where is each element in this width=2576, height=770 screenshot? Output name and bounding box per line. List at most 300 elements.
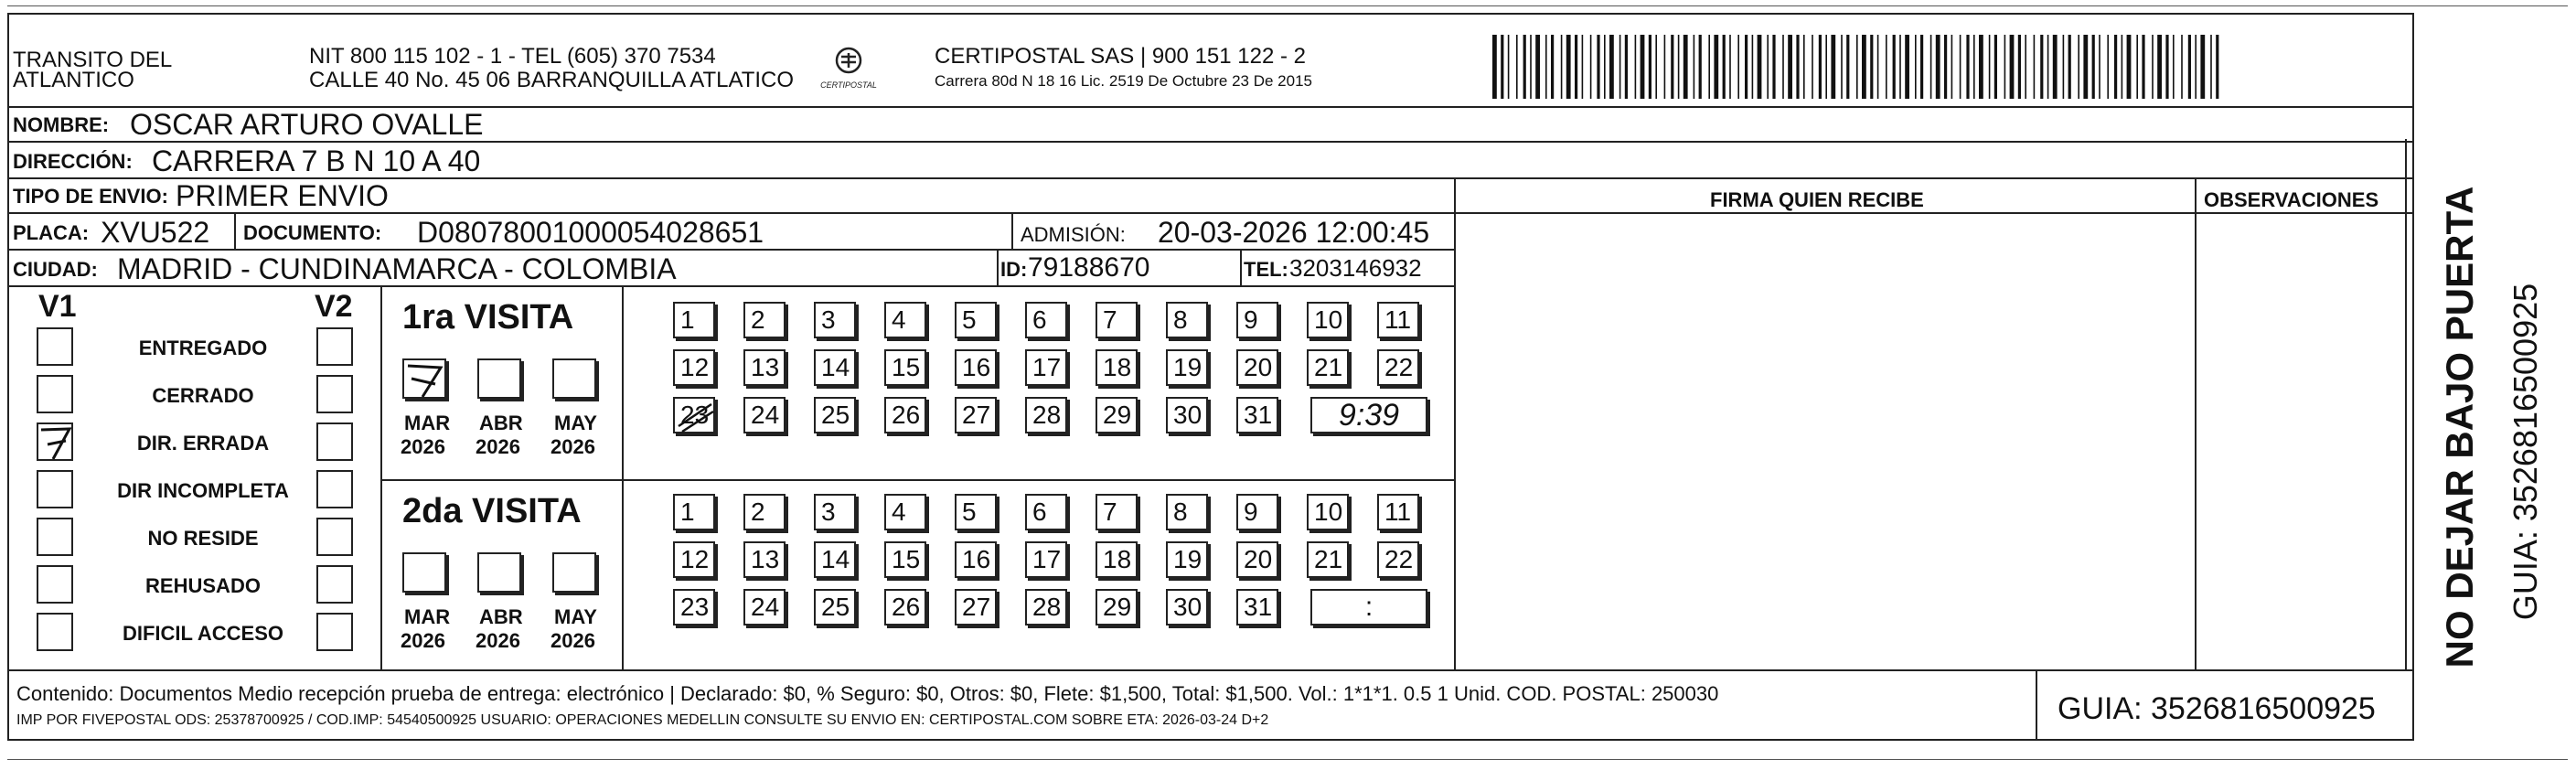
barcode-bar (1767, 35, 1769, 99)
day-box[interactable] (1166, 349, 1208, 386)
day-number: 12 (680, 545, 710, 573)
status-item-label: DIR INCOMPLETA (117, 479, 289, 502)
barcode-bar (2092, 35, 2095, 99)
row-line-ciudad (7, 285, 1454, 287)
day-box[interactable] (1236, 589, 1278, 626)
day-box[interactable] (1096, 541, 1138, 578)
nit-line-2: CALLE 40 No. 45 06 BARRANQUILLA ATLATICO (309, 68, 795, 92)
day-box[interactable] (1025, 302, 1067, 338)
day-number: 3 (821, 305, 836, 334)
day-number: 24 (751, 593, 780, 621)
day-box[interactable] (1166, 302, 1208, 338)
day-number: 29 (1103, 401, 1132, 429)
barcode-bar (1501, 35, 1503, 99)
v1-checkbox[interactable] (37, 565, 73, 604)
v2-checkbox[interactable] (316, 470, 353, 508)
ciudad-label: CIUDAD: (13, 258, 98, 281)
v1-checkbox[interactable] (37, 470, 73, 508)
day-number: 25 (821, 593, 850, 621)
day-box[interactable] (1096, 397, 1138, 433)
day-box[interactable] (1377, 541, 1419, 578)
day-number: 10 (1314, 305, 1343, 334)
barcode-bar (1566, 35, 1571, 99)
day-box[interactable] (1307, 494, 1349, 530)
day-number: 6 (1032, 497, 1047, 526)
day-box[interactable] (743, 494, 786, 530)
day-box[interactable] (884, 589, 926, 626)
tel-label: TEL: (1244, 258, 1288, 281)
day-box[interactable] (955, 397, 997, 433)
day-box[interactable] (1025, 494, 1067, 530)
barcode-bar (1973, 35, 1975, 99)
barcode-bar (2122, 35, 2123, 99)
barcode-bar (1812, 35, 1813, 99)
barcode-bar (1561, 35, 1563, 99)
status-item-label: DIR. ERRADA (136, 432, 270, 455)
day-number: 24 (751, 401, 780, 429)
day-number: 10 (1314, 497, 1343, 526)
day-number: 27 (962, 593, 991, 621)
second-visit-time-field[interactable]: : (1310, 589, 1427, 626)
day-box[interactable] (1025, 589, 1067, 626)
barcode-bar (1625, 35, 1628, 99)
month-checkbox[interactable] (552, 358, 596, 399)
day-box[interactable] (1166, 541, 1208, 578)
day-number: 18 (1103, 353, 1132, 381)
day-number: 15 (892, 545, 921, 573)
side-guia: GUIA: 3526816500925 (2507, 283, 2544, 621)
barcode-bar (1994, 35, 1997, 99)
day-box[interactable] (1166, 494, 1208, 530)
barcode-bar (2152, 35, 2154, 99)
barcode-bar (1877, 35, 1879, 99)
day-box[interactable] (1025, 541, 1067, 578)
v2-checkbox[interactable] (316, 422, 353, 461)
barcode-bar (1575, 35, 1577, 99)
barcode-bar (1752, 35, 1754, 99)
scan-line-top (7, 5, 2568, 6)
day-box[interactable] (1377, 494, 1419, 530)
day-box[interactable] (1236, 494, 1278, 530)
barcode-bar (1819, 35, 1822, 99)
month-label: ABR (479, 412, 523, 434)
barcode-bar (2157, 35, 2162, 99)
barcode-bar (2200, 35, 2205, 99)
barcode-bar (1862, 35, 1866, 99)
day-number: 14 (821, 545, 850, 573)
barcode-bar (1966, 35, 1969, 99)
day-number: 19 (1173, 353, 1202, 381)
barcode-bar (1545, 35, 1547, 99)
barcode-bar (1936, 35, 1940, 99)
day-box[interactable] (814, 494, 856, 530)
day-number: 23 (680, 593, 710, 621)
barcode-bar (1758, 35, 1762, 99)
day-number: 7 (1103, 497, 1117, 526)
id-divider (997, 249, 999, 285)
barcode-bar (1782, 35, 1784, 99)
barcode-bar (2099, 35, 2100, 99)
day-number: 30 (1173, 593, 1202, 621)
barcode-bar (1590, 35, 1592, 99)
barcode-bar (1944, 35, 1947, 99)
barcode-bar (1508, 35, 1510, 99)
day-box[interactable] (1236, 302, 1278, 338)
barcode-bar (1678, 35, 1680, 99)
barcode-bar (1699, 35, 1702, 99)
status-item-label: NO RESIDE (147, 527, 259, 550)
day-number: 3 (821, 497, 836, 526)
day-box[interactable] (1307, 541, 1349, 578)
barcode-bar (2025, 35, 2026, 99)
footer-guia: GUIA: 3526816500925 (2058, 691, 2376, 726)
direccion-value: CARRERA 7 B N 10 A 40 (152, 144, 481, 177)
barcode-bar (1745, 35, 1748, 99)
tel-divider (1240, 249, 1242, 285)
barcode-bar (2107, 35, 2109, 99)
barcode-bar (2078, 35, 2079, 99)
day-box[interactable] (743, 589, 786, 626)
day-number: 4 (892, 497, 906, 526)
visit-divider (380, 479, 1454, 481)
handwritten-check-icon (38, 424, 75, 463)
barcode-bar (1694, 35, 1695, 99)
month-year-label: 2026 (401, 435, 445, 458)
nombre-label: NOMBRE: (13, 113, 110, 136)
day-number: 4 (892, 305, 906, 334)
admision-label: ADMISIÓN: (1021, 223, 1126, 246)
firma-label: FIRMA QUIEN RECIBE (1710, 188, 1924, 211)
barcode-bar (2053, 35, 2058, 99)
barcode-bar (1619, 35, 1621, 99)
day-number: 13 (751, 353, 780, 381)
status-right-border (380, 285, 382, 669)
barcode-bar (2136, 35, 2138, 99)
day-number: 8 (1173, 497, 1188, 526)
day-number: 9 (1244, 305, 1258, 334)
day-number: 31 (1244, 593, 1273, 621)
barcode-bar (1893, 35, 1896, 99)
day-number: 18 (1103, 545, 1132, 573)
day-box[interactable] (1166, 589, 1208, 626)
day-number: 8 (1173, 305, 1188, 334)
id-value: 79188670 (1028, 252, 1150, 283)
day-box[interactable] (743, 302, 786, 338)
month-label: MAY (554, 412, 597, 434)
day-box[interactable] (1096, 589, 1138, 626)
v2-checkbox[interactable] (316, 565, 353, 604)
barcode-bar (1905, 35, 1909, 99)
month-checkbox[interactable] (552, 552, 596, 593)
row-line-placa (7, 249, 1454, 251)
company-line-2: Carrera 80d N 18 16 Lic. 2519 De Octubre 23 De 2015 (935, 72, 1312, 90)
barcode-bar (2018, 35, 2021, 99)
nombre-value: OSCAR ARTURO OVALLE (130, 108, 484, 141)
day-number: 11 (1384, 497, 1412, 526)
day-number: 17 (1032, 545, 1062, 573)
day-number: 19 (1173, 545, 1202, 573)
barcode-bar (1655, 35, 1657, 99)
barcode-bar (1551, 35, 1554, 99)
barcode-bar (1886, 35, 1887, 99)
day-number: 28 (1032, 593, 1062, 621)
side-text-block (2423, 110, 2570, 750)
nit-line-1: NIT 800 115 102 - 1 - TEL (605) 370 7534 (309, 44, 716, 69)
firma-left-border (1454, 177, 1456, 669)
day-box[interactable] (814, 589, 856, 626)
day-box[interactable] (673, 397, 715, 433)
day-box[interactable] (673, 349, 715, 386)
observaciones-label: OBSERVACIONES (2204, 188, 2379, 211)
day-number: 25 (821, 401, 850, 429)
day-box[interactable] (1025, 349, 1067, 386)
day-box[interactable] (1236, 541, 1278, 578)
barcode-bar (1989, 35, 1991, 99)
day-box[interactable] (814, 541, 856, 578)
barcode-bar (2188, 35, 2191, 99)
footer-divider (7, 669, 2414, 671)
barcode-bar (1951, 35, 1953, 99)
day-number: 16 (962, 353, 991, 381)
month-year-label: 2026 (476, 435, 520, 458)
barcode-bar (1831, 35, 1835, 99)
day-number: 30 (1173, 401, 1202, 429)
day-number: 14 (821, 353, 850, 381)
observaciones-left-border (2195, 177, 2197, 669)
barcode-bar (1492, 35, 1497, 99)
day-number: 9 (1244, 497, 1258, 526)
barcode-bar (1723, 35, 1726, 99)
months-right-border (622, 285, 624, 669)
barcode-bar (1846, 35, 1849, 99)
tipo-value: PRIMER ENVIO (176, 179, 389, 212)
day-number: 31 (1244, 401, 1273, 429)
day-number: 26 (892, 401, 921, 429)
month-year-label: 2026 (401, 629, 445, 652)
day-box[interactable] (884, 397, 926, 433)
month-checkbox[interactable] (477, 552, 521, 593)
first-visit-title: 1ra VISITA (402, 298, 574, 337)
day-box[interactable] (1236, 397, 1278, 433)
placa-divider (234, 212, 236, 249)
day-number: 1 (680, 497, 695, 526)
barcode-bar (1788, 35, 1792, 99)
barcode (1492, 35, 2224, 99)
barcode-bar (1772, 35, 1775, 99)
day-box[interactable] (1166, 397, 1208, 433)
barcode-bar (2114, 35, 2117, 99)
month-year-label: 2026 (550, 435, 595, 458)
day-number: 23 (680, 401, 710, 429)
day-number: 2 (751, 305, 765, 334)
barcode-bar (1649, 35, 1651, 99)
barcode-bar (1671, 35, 1673, 99)
day-box[interactable] (743, 397, 786, 433)
status-item-label: ENTREGADO (138, 337, 268, 359)
day-box[interactable] (1307, 349, 1349, 386)
day-box[interactable] (1377, 349, 1419, 386)
day-box[interactable] (884, 302, 926, 338)
barcode-bar (2083, 35, 2088, 99)
sender-line-2: ATLANTICO (13, 68, 134, 92)
month-checkbox[interactable] (402, 552, 446, 593)
day-box[interactable] (1096, 302, 1138, 338)
day-box[interactable] (673, 494, 715, 530)
month-year-label: 2026 (476, 629, 520, 652)
barcode-bar (1683, 35, 1688, 99)
firma-header-line (1454, 212, 2407, 214)
barcode-bar (2068, 35, 2071, 99)
v1-checkbox[interactable] (37, 327, 73, 366)
v2-checkbox[interactable] (316, 518, 353, 556)
barcode-bar (2040, 35, 2043, 99)
day-number: 20 (1244, 353, 1273, 381)
barcode-bar (1729, 35, 1731, 99)
day-number: 15 (892, 353, 921, 381)
direccion-label: DIRECCIÓN: (13, 150, 133, 173)
barcode-bar (1714, 35, 1718, 99)
status-item-label: CERRADO (152, 384, 254, 407)
footer-line-1: Contenido: Documentos Medio recepción prueba de entrega: electrónico | Declarado: $0, % Seguro: $0, Otros: $0, Flete: $1,500, Total: $1,500. Vol.: 1*1*1. 0.5 1 Unid. COD. POSTAL: 250030 (16, 682, 1719, 705)
barcode-bar (1737, 35, 1739, 99)
v1-checkbox[interactable] (37, 613, 73, 651)
day-box[interactable] (955, 349, 997, 386)
day-box[interactable] (884, 494, 926, 530)
status-item-label: REHUSADO (145, 574, 261, 597)
barcode-bar (2173, 35, 2175, 99)
month-label: ABR (479, 605, 523, 628)
barcode-bar (2127, 35, 2132, 99)
barcode-bar (2004, 35, 2006, 99)
svg-text:CERTIPOSTAL: CERTIPOSTAL (820, 80, 877, 90)
day-box[interactable] (955, 302, 997, 338)
v2-checkbox[interactable] (316, 375, 353, 413)
v1-checkbox[interactable] (37, 518, 73, 556)
sender-line-1: TRANSITO DEL (13, 48, 173, 72)
barcode-bar (2165, 35, 2168, 99)
placa-label: PLACA: (13, 221, 90, 244)
day-number: 12 (680, 353, 710, 381)
barcode-bar (2210, 35, 2212, 99)
barcode-bar (1516, 35, 1518, 99)
barcode-bar (2063, 35, 2065, 99)
day-number: 5 (962, 497, 977, 526)
day-box[interactable] (1096, 349, 1138, 386)
barcode-bar (1825, 35, 1827, 99)
barcode-bar (1523, 35, 1526, 99)
day-number: 21 (1314, 545, 1343, 573)
barcode-bar (2010, 35, 2015, 99)
first-visit-time-field[interactable]: 9:39 (1310, 397, 1427, 433)
day-box[interactable] (955, 541, 997, 578)
footer-guia-divider (2036, 669, 2037, 741)
day-number: 21 (1314, 353, 1343, 381)
month-year-label: 2026 (550, 629, 595, 652)
barcode-bar (1899, 35, 1901, 99)
day-box[interactable] (955, 494, 997, 530)
day-box[interactable] (673, 302, 715, 338)
barcode-bar (1915, 35, 1917, 99)
month-checkbox[interactable] (477, 358, 521, 399)
day-number: 22 (1384, 545, 1414, 573)
day-box[interactable] (743, 541, 786, 578)
handwritten-mark-icon (675, 399, 717, 435)
documento-value: D08078001000054028651 (417, 216, 764, 249)
day-number: 28 (1032, 401, 1062, 429)
company-line-1: CERTIPOSTAL SAS | 900 151 122 - 2 (935, 44, 1306, 69)
day-number: 27 (962, 401, 991, 429)
handwritten-check-icon (404, 360, 448, 401)
barcode-bar (1841, 35, 1843, 99)
tel-value: 3203146932 (1289, 254, 1422, 282)
barcode-bar (1597, 35, 1599, 99)
barcode-bar (2216, 35, 2218, 99)
day-number: 26 (892, 593, 921, 621)
id-label: ID: (1000, 258, 1028, 281)
v1-checkbox[interactable] (37, 422, 73, 461)
month-label: MAR (404, 605, 451, 628)
day-box[interactable] (884, 541, 926, 578)
day-number: 13 (751, 545, 780, 573)
certipostal-logo (812, 42, 885, 97)
barcode-bar (1856, 35, 1858, 99)
side-warning: NO DEJAR BAJO PUERTA (2438, 186, 2481, 668)
day-box[interactable] (884, 349, 926, 386)
day-box[interactable] (673, 541, 715, 578)
barcode-bar (1582, 35, 1584, 99)
v2-label: V2 (315, 289, 353, 324)
ciudad-value: MADRID - CUNDINAMARCA - COLOMBIA (117, 252, 677, 285)
day-box[interactable] (814, 397, 856, 433)
day-box[interactable] (814, 302, 856, 338)
day-box[interactable] (1236, 349, 1278, 386)
month-label: MAR (404, 412, 451, 434)
barcode-bar (1796, 35, 1799, 99)
month-checkbox[interactable] (402, 358, 446, 399)
barcode-bar (1870, 35, 1873, 99)
day-number: 11 (1384, 305, 1412, 334)
day-box[interactable] (1307, 302, 1349, 338)
day-box[interactable] (1377, 302, 1419, 338)
barcode-bar (1535, 35, 1540, 99)
day-number: 6 (1032, 305, 1047, 334)
v1-checkbox[interactable] (37, 375, 73, 413)
admision-divider (1011, 212, 1013, 249)
day-box[interactable] (673, 589, 715, 626)
barcode-bar (1920, 35, 1923, 99)
day-box[interactable] (814, 349, 856, 386)
status-item-label: DIFICIL ACCESO (122, 622, 283, 645)
day-box[interactable] (743, 349, 786, 386)
v2-checkbox[interactable] (316, 327, 353, 366)
v1-label: V1 (38, 289, 77, 324)
documento-label: DOCUMENTO: (243, 221, 382, 244)
month-label: MAY (554, 605, 597, 628)
scan-line-bottom (7, 759, 2568, 760)
day-box[interactable] (955, 589, 997, 626)
day-number: 17 (1032, 353, 1062, 381)
row-line-nombre (7, 141, 2414, 143)
footer-line-2: IMP POR FIVEPOSTAL ODS: 25378700925 / COD.IMP: 54540500925 USUARIO: OPERACIONES MEDELLIN CONSULTE SU ENVIO EN: CERTIPOSTAL.COM SOBRE ETA: 2026-03-24 D+2 (16, 712, 1269, 728)
tipo-label: TIPO DE ENVIO: (13, 185, 168, 208)
day-box[interactable] (1096, 494, 1138, 530)
barcode-bar (2181, 35, 2183, 99)
v2-checkbox[interactable] (316, 613, 353, 651)
day-box[interactable] (1025, 397, 1067, 433)
barcode-bar (1979, 35, 1983, 99)
barcode-bar (2195, 35, 2197, 99)
barcode-bar (1803, 35, 1805, 99)
